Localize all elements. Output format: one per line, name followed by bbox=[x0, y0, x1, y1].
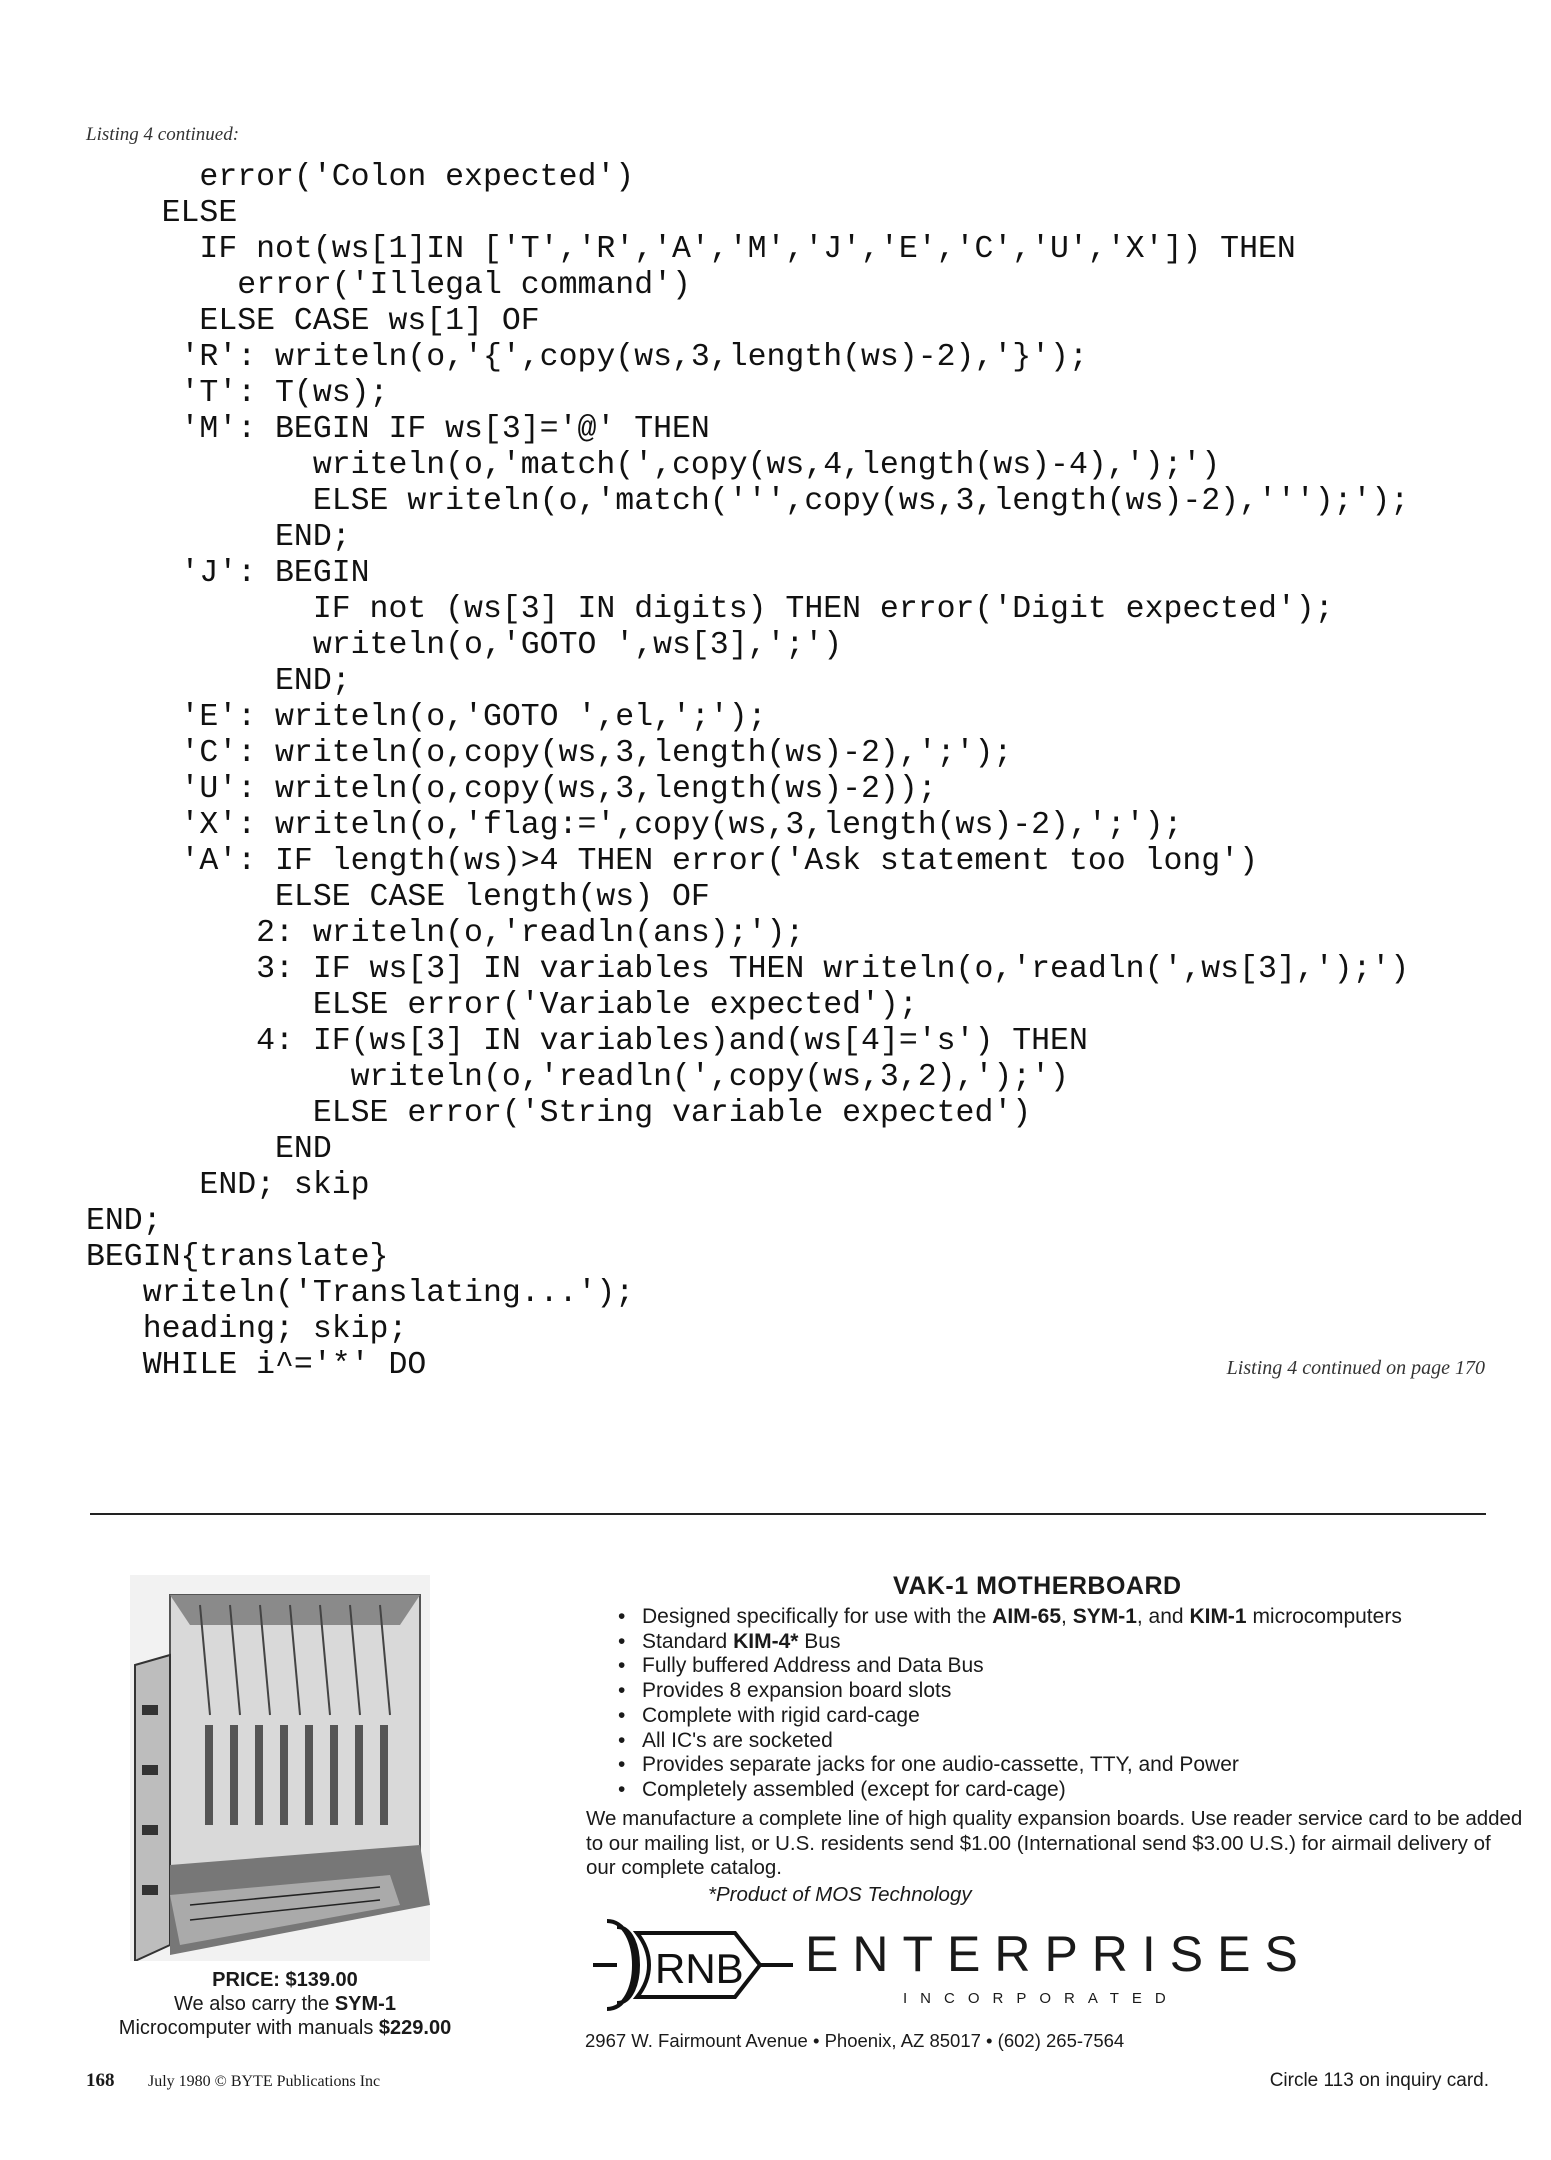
motherboard-photo bbox=[130, 1575, 430, 1961]
feature-bold: KIM-1 bbox=[1189, 1605, 1247, 1628]
ad-footnote: *Product of MOS Technology bbox=[708, 1883, 972, 1906]
feature-text: microcomputers bbox=[1246, 1605, 1402, 1628]
logo-wordmark: ENTERPRISES bbox=[805, 1926, 1312, 1982]
code-listing: error('Colon expected') ELSE IF not(ws[1]IN ['T','R','A','M','J','E','C','U','X']) THEN error('Illegal command') ELSE CASE ws[1] OF 'R': writeln(o,'{',copy(ws,3,length(ws)-2),'}'); 'T': T(ws); 'M': BEGIN IF ws[3]='@' THEN writeln(o,'match(',copy(ws,4,length(ws)-4),');') ELSE writeln(o,'match(''',copy(ws,3,length(ws)-2),''');'); END; 'J': BEGIN IF not (ws[3] IN digits) THEN error('Digit expected'); writeln(o,'GOTO ',ws[3],';') END; 'E': writeln(o,'GOTO ',el,';'); 'C': writeln(o,copy(ws,3,length(ws)-2),';'); 'U': writeln(o,copy(ws,3,length(ws)-2)); 'X': writeln(o,'flag:=',copy(ws,3,length(ws)-2),';'); 'A': IF length(ws)>4 THEN error('Ask statement too long') ELSE CASE length(ws) OF 2: writeln(o,'readln(ans);'); 3: IF ws[3] IN variables THEN writeln(o,'readln(',ws[3],');') ELSE error('Variable expected'); 4: IF(ws[3] IN variables)and(ws[4]='s') THEN writeln(o,'readln(',copy(ws,3,2),');') ELSE error('String variable expected') END END; skip END; BEGIN{translate} writeln('Translating...'); heading; skip; WHILE i^='*' DO bbox=[86, 160, 1410, 1383]
feature-bold: SYM-1 bbox=[1072, 1605, 1137, 1628]
feature-item: • All IC's are socketed bbox=[618, 1729, 1402, 1754]
microcomputer-text: Microcomputer with manuals bbox=[118, 2017, 379, 2039]
logo-subtitle: INCORPORATED bbox=[903, 1990, 1179, 2007]
price-label: PRICE: $139.00 bbox=[212, 1969, 358, 1991]
microcomputer-line bbox=[80, 2016, 490, 2040]
feature-bold: KIM-4* bbox=[733, 1629, 799, 1653]
folio-line: July 1980 © BYTE Publications Inc bbox=[148, 2073, 381, 2090]
feature-text: Standard bbox=[642, 1629, 734, 1653]
feature-text: Designed specifically for use with the bbox=[642, 1605, 993, 1628]
feature-text: , and bbox=[1136, 1605, 1190, 1628]
feature-item: • Complete with rigid card-cage bbox=[618, 1704, 1402, 1729]
listing-caption: Listing 4 continued: bbox=[86, 124, 240, 145]
advertisement-divider bbox=[90, 1513, 1486, 1515]
feature-item: • Completely assembled (except for card-cage) bbox=[618, 1778, 1402, 1803]
ad-body-text: We manufacture a complete line of high quality expansion boards. Use reader service card to be added to our mailing list, or U.S. residents send $1.00 (International send $3.00 U.S.) for airmail delivery of our complete catalog. bbox=[586, 1807, 1523, 1879]
inquiry-card-note: Circle 113 on inquiry card. bbox=[1269, 2070, 1489, 2091]
feature-item: • Provides 8 expansion board slots bbox=[618, 1679, 1402, 1704]
price-block bbox=[80, 1968, 490, 2040]
rnb-logo-icon bbox=[585, 1915, 795, 2015]
feature-text: Bus bbox=[798, 1629, 841, 1653]
feature-item bbox=[618, 1605, 1402, 1630]
listing-continued-note: Listing 4 continued on page 170 bbox=[1226, 1357, 1485, 1379]
page-number: 168 bbox=[86, 2070, 115, 2091]
microcomputer-price: $229.00 bbox=[378, 2017, 452, 2039]
ad-title: VAK-1 MOTHERBOARD bbox=[893, 1572, 1182, 1600]
feature-item bbox=[618, 1630, 1402, 1655]
feature-item: • Provides separate jacks for one audio-cassette, TTY, and Power bbox=[618, 1753, 1402, 1778]
also-carry-line bbox=[80, 1992, 490, 2016]
also-carry-product: SYM-1 bbox=[334, 1993, 396, 2015]
feature-item: • Fully buffered Address and Data Bus bbox=[618, 1654, 1402, 1679]
company-address: 2967 W. Fairmount Avenue • Phoenix, AZ 85017 • (602) 265-7564 bbox=[585, 2030, 1125, 2051]
feature-text: , bbox=[1061, 1605, 1073, 1628]
feature-list bbox=[618, 1605, 1402, 1803]
feature-bold: AIM-65 bbox=[992, 1605, 1062, 1628]
also-carry-text: We also carry the bbox=[174, 1993, 335, 2015]
logo-mark-text: RNB bbox=[655, 1945, 744, 1992]
